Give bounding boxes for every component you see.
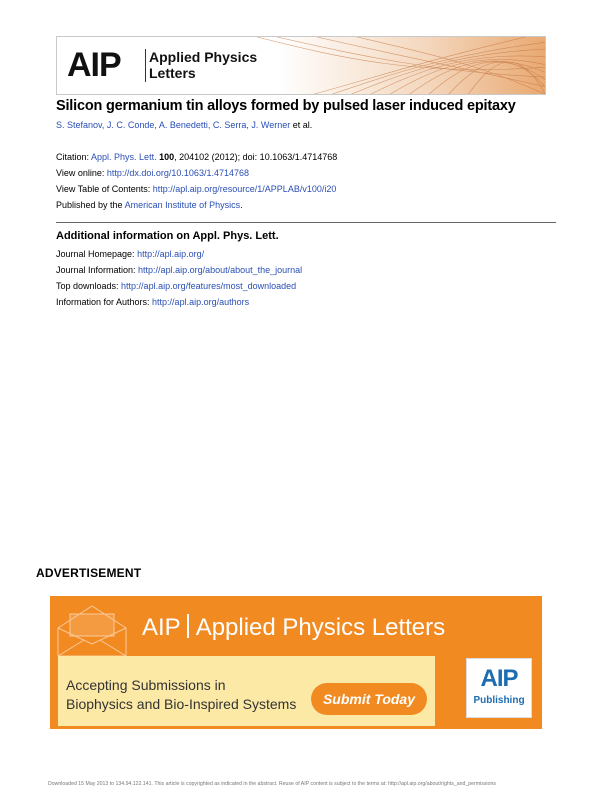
citation-journal-link[interactable]: Appl. Phys. Lett. [91, 152, 157, 162]
authors-info-link[interactable]: http://apl.aip.org/authors [152, 297, 250, 307]
ad-message [66, 676, 296, 714]
article-title: Silicon germanium tin alloys formed by pulsed laser induced epitaxy [56, 98, 516, 114]
authors-info-label: Information for Authors: [56, 297, 153, 307]
submit-today-button[interactable]: Submit Today [311, 683, 427, 715]
journal-banner [56, 36, 546, 95]
toc-link[interactable]: http://apl.aip.org/resource/1/APPLAB/v100/i20 [152, 184, 337, 194]
journal-name-line2: Letters [149, 65, 196, 81]
aip-logo: AIP [67, 46, 121, 84]
citation-line [56, 152, 337, 162]
advertisement-banner[interactable] [50, 596, 542, 729]
advertisement-label: ADVERTISEMENT [36, 566, 142, 580]
journal-homepage-line [56, 249, 204, 259]
published-label: Published by the [56, 200, 125, 210]
additional-info-title: Additional information on Appl. Phys. Lett. [56, 230, 279, 242]
top-downloads-link[interactable]: http://apl.aip.org/features/most_downloaded [121, 281, 297, 291]
journal-homepage-link[interactable]: http://apl.aip.org/ [137, 249, 205, 259]
journal-information-line [56, 265, 302, 275]
published-suffix: . [240, 200, 243, 210]
download-footer: Downloaded 15 May 2013 to 134.94.122.141. This article is copyrighted as indicated in the abstract. Reuse of AIP content is subject to the terms at: http://apl.aip.org/about/rights_and_permissions [48, 781, 496, 787]
ad-headline-divider [187, 614, 189, 638]
citation-volume: 100 [159, 152, 175, 162]
aip-publishing-mark: AIP [480, 665, 518, 692]
author-links[interactable]: S. Stefanov, J. C. Conde, A. Benedetti, C. Serra, J. Werner [56, 120, 291, 130]
authors-info-line [56, 297, 249, 307]
view-online-link[interactable]: http://dx.doi.org/10.1063/1.4714768 [106, 168, 249, 178]
citation-details: , 204102 (2012); doi: 10.1063/1.4714768 [174, 152, 338, 162]
aip-publishing-name: Publishing [473, 695, 525, 706]
top-downloads-label: Top downloads: [56, 281, 122, 291]
view-online-line [56, 168, 249, 178]
toc-label: View Table of Contents: [56, 184, 153, 194]
top-downloads-line [56, 281, 296, 291]
journal-name-line1: Applied Physics [149, 49, 258, 65]
journal-information-label: Journal Information: [56, 265, 139, 275]
toc-line [56, 184, 336, 194]
view-online-label: View online: [56, 168, 107, 178]
journal-homepage-label: Journal Homepage: [56, 249, 138, 259]
ad-journal: Applied Physics Letters [195, 614, 446, 641]
aip-publishing-logo [466, 658, 532, 718]
logo-divider [145, 49, 146, 82]
citation-label: Citation: [56, 152, 92, 162]
ad-message-line1: Accepting Submissions in [66, 677, 226, 693]
ad-brand: AIP [142, 614, 181, 641]
publisher-link[interactable]: American Institute of Physics [124, 200, 241, 210]
ad-message-panel [58, 656, 435, 726]
journal-name [149, 49, 257, 81]
authors-etal: et al. [290, 120, 313, 130]
journal-information-link[interactable]: http://apl.aip.org/about/about_the_journal [138, 265, 303, 275]
envelope-icon [52, 600, 132, 660]
ad-headline [142, 614, 445, 642]
banner-background [57, 37, 546, 95]
article-authors [56, 120, 312, 130]
ad-message-line2: Biophysics and Bio-Inspired Systems [66, 696, 297, 712]
published-line [56, 200, 243, 210]
section-divider [56, 222, 556, 223]
